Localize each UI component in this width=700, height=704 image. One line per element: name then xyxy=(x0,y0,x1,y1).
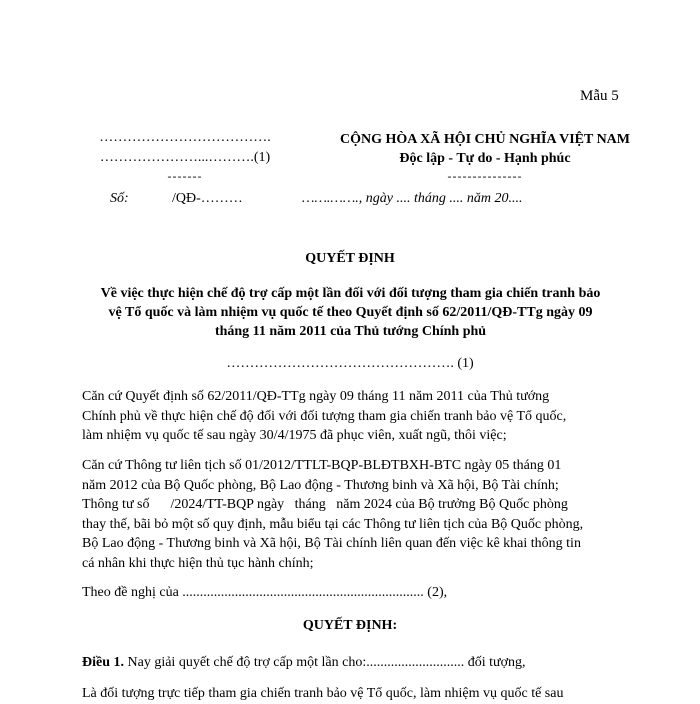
form-number: Mẫu 5 xyxy=(580,88,619,104)
place-date: …….……., ngày .... tháng .... năm 20.... xyxy=(302,191,523,206)
left-divider: ------- xyxy=(167,169,203,183)
country-name: CỘNG HÒA XÃ HỘI CHỦ NGHĨA VIỆT NAM xyxy=(339,132,630,147)
text-line: cá nhân khi thực hiện thủ tục hành chính; xyxy=(82,555,314,571)
national-motto: Độc lập - Tự do - Hạnh phúc xyxy=(399,151,571,166)
text-line: Chính phủ về thực hiện chế độ đối với đối tượng tham gia chiến tranh bảo vệ Tổ quốc, xyxy=(82,408,567,424)
subject-line: tháng 11 năm 2011 của Thủ tướng Chính phủ xyxy=(214,324,487,339)
document-title: QUYẾT ĐỊNH xyxy=(305,251,395,266)
text-line: làm nhiệm vụ quốc tế sau ngày 30/4/1975 đã phục viên, xuất ngũ, thôi việc; xyxy=(82,428,507,443)
right-divider: --------------- xyxy=(447,169,523,183)
text-line: Căn cứ Quyết định số 62/2011/QĐ-TTg ngày 09 tháng 11 năm 2011 của Thủ tướng xyxy=(82,389,550,404)
issuing-unit-line: …………………...……….(1) xyxy=(99,150,271,165)
text-line: Thông tư số /2024/TT-BQP ngày tháng năm 2024 của Bộ trưởng Bộ Quốc phòng xyxy=(82,497,568,512)
text-line: thay thế, bãi bỏ một số quy định, mẫu biểu tại các Thông tư liên tịch của Bộ Quốc phòng, xyxy=(82,516,584,532)
text-line: Bộ Lao động - Thương binh và Xã hội, Bộ Tài chính liên quan đến việc kê khai thông tin xyxy=(82,536,581,551)
article-text: Nay giải quyết chế độ trợ cấp một lần cho:............................ đối tượng, xyxy=(124,655,526,670)
article-1-continuation: Là đối tượng trực tiếp tham gia chiến tranh bảo vệ Tổ quốc, làm nhiệm vụ quốc tế sau xyxy=(82,686,564,701)
number-code: /QĐ-……… xyxy=(172,191,243,206)
document-subject xyxy=(78,284,623,341)
decision-heading: QUYẾT ĐỊNH: xyxy=(302,618,398,633)
issuing-authority-line: ………………………………. xyxy=(99,130,271,145)
text-line: năm 2012 của Bộ Quốc phòng, Bộ Lao động - Thương binh và Xã hội, Bộ Tài chính; xyxy=(82,477,559,493)
subject-line: Về việc thực hiện chế độ trợ cấp một lần đối với đối tượng tham gia chiến tranh bảo xyxy=(100,286,601,301)
issuing-agency: …………………………………………. (1) xyxy=(226,356,474,371)
article-label: Điều 1. xyxy=(82,655,124,670)
proposal-line: Theo đề nghị của ..................................................................... (2), xyxy=(82,585,448,600)
number-label: Số: xyxy=(110,191,129,206)
article-1 xyxy=(82,653,622,673)
text-line: Căn cứ Thông tư liên tịch số 01/2012/TTLT-BQP-BLĐTBXH-BTC ngày 05 tháng 01 xyxy=(82,458,562,473)
legal-basis-1 xyxy=(82,387,622,446)
legal-basis-2 xyxy=(82,456,622,573)
subject-line: vệ Tổ quốc và làm nhiệm vụ quốc tế theo Quyết định số 62/2011/QĐ-TTg ngày 09 xyxy=(108,305,593,320)
